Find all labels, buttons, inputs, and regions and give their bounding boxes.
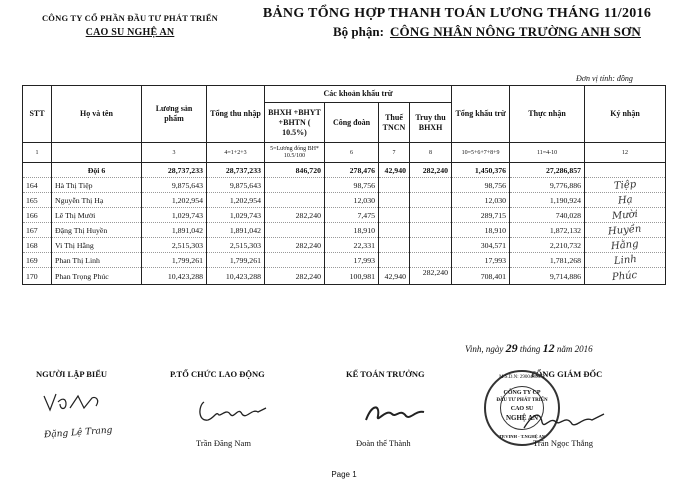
row-union: 98,756 (325, 178, 379, 193)
handwritten-signature: Phúc (612, 269, 639, 283)
row-recovery (410, 223, 452, 238)
row-net-pay: 9,714,886 (510, 268, 585, 285)
director-signature-icon (520, 406, 610, 436)
row-total-deduction: 98,756 (452, 178, 510, 193)
header-salary: Lương sản phẩm (142, 86, 207, 143)
row-name: Hà Thị Tiệp (52, 178, 142, 193)
table-row (23, 223, 666, 238)
row-income: 1,202,954 (207, 193, 265, 208)
row-union: 7,475 (325, 208, 379, 223)
row-total-deduction: 304,571 (452, 238, 510, 253)
row-recovery: 282,240 (410, 268, 452, 285)
preparer-name: Đặng Lệ Trang (43, 425, 113, 441)
header-income-tax: Thuế TNCN (379, 103, 410, 143)
row-net-pay: 2,210,732 (510, 238, 585, 253)
row-stt: 164 (23, 178, 52, 193)
date-year: năm 2016 (556, 344, 593, 354)
group-total-row (23, 163, 666, 178)
row-total-deduction: 17,993 (452, 253, 510, 268)
table-row (23, 193, 666, 208)
director-name: Trần Ngọc Thắng (533, 438, 593, 448)
row-recovery (410, 238, 452, 253)
row-tax (379, 253, 410, 268)
row-income: 1,799,261 (207, 253, 265, 268)
group-net-pay: 27,286,857 (510, 163, 585, 178)
row-net-pay: 1,190,924 (510, 193, 585, 208)
row-tax (379, 208, 410, 223)
payroll-table (22, 85, 666, 285)
row-salary: 1,202,954 (142, 193, 207, 208)
group-salary: 28,737,233 (142, 163, 207, 178)
row-tax (379, 178, 410, 193)
department-label: Bộ phận: (333, 24, 384, 39)
seal-tax-number: M.S.D.N: 2900486472 (499, 375, 545, 380)
row-tax: 42,940 (379, 268, 410, 285)
group-recovery: 282,240 (410, 163, 452, 178)
row-net-pay: 1,781,268 (510, 253, 585, 268)
hr-name: Trần Đăng Nam (196, 438, 251, 448)
header-stt: STT (23, 86, 52, 143)
row-recovery (410, 253, 452, 268)
row-recovery (410, 208, 452, 223)
row-union: 12,030 (325, 193, 379, 208)
accountant-title: KẾ TOÁN TRƯỞNG (346, 369, 425, 379)
row-bhxh (265, 193, 325, 208)
seal-line-5: TP.VINH - T.NGHỆ AN (498, 434, 546, 439)
handwritten-signature: Hạ (617, 193, 633, 207)
group-union: 278,476 (325, 163, 379, 178)
row-salary: 1,891,042 (142, 223, 207, 238)
group-total-deduction: 1,450,376 (452, 163, 510, 178)
row-tax (379, 223, 410, 238)
date-month: 12 (542, 341, 555, 355)
handwritten-signature: Hằng (610, 238, 640, 252)
row-stt: 170 (23, 268, 52, 285)
header-bhxh-recovery: Truy thu BHXH (410, 103, 452, 143)
row-salary: 10,423,288 (142, 268, 207, 285)
seal-line-3: CAO SU (510, 406, 534, 412)
row-salary: 9,875,643 (142, 178, 207, 193)
department-line (333, 24, 641, 40)
table-row (23, 253, 666, 268)
row-stt: 169 (23, 253, 52, 268)
department-value: CÔNG NHÂN NÔNG TRƯỜNG ANH SƠN (389, 24, 641, 39)
header-union-fee: Công đoàn (325, 103, 379, 143)
row-net-pay: 1,872,132 (510, 223, 585, 238)
date-month-label: tháng (519, 344, 541, 354)
row-union: 18,910 (325, 223, 379, 238)
row-income: 10,423,288 (207, 268, 265, 285)
index-cell (52, 143, 142, 163)
row-total-deduction: 708,401 (452, 268, 510, 285)
row-name: Phan Trọng Phúc (52, 268, 142, 285)
row-net-pay: 740,028 (510, 208, 585, 223)
currency-unit-note: Đơn vị tính: đồng (576, 74, 633, 83)
row-name: Đặng Thị Huyền (52, 223, 142, 238)
header-signature: Ký nhận (585, 86, 666, 143)
row-union: 22,331 (325, 238, 379, 253)
table-row (23, 178, 666, 193)
header-bhxh: BHXH +BHYT +BHTN ( 10.5%) (265, 103, 325, 143)
row-salary: 1,799,261 (142, 253, 207, 268)
date-prefix: Vinh, ngày (465, 344, 504, 354)
row-bhxh (265, 253, 325, 268)
row-stt: 167 (23, 223, 52, 238)
row-recovery (410, 178, 452, 193)
index-cell: 1 (23, 143, 52, 163)
group-income: 28,737,233 (207, 163, 265, 178)
company-name: CÔNG TY CỔ PHẦN ĐẦU TƯ PHÁT TRIỂN (41, 13, 219, 23)
index-cell: 3 (142, 143, 207, 163)
table-row (23, 268, 666, 285)
row-tax (379, 238, 410, 253)
group-tax: 42,940 (379, 163, 410, 178)
accountant-signature-icon (362, 400, 432, 426)
seal-line-4: NGHỆ AN (505, 414, 539, 422)
page-number: Page 1 (331, 470, 357, 479)
table-row (23, 208, 666, 223)
index-cell: 12 (585, 143, 666, 163)
index-cell: 6 (325, 143, 379, 163)
header-deductions-group: Các khoản khấu trừ (265, 86, 452, 103)
header-income: Tổng thu nhập (207, 86, 265, 143)
row-bhxh: 282,240 (265, 238, 325, 253)
director-title: TỔNG GIÁM ĐỐC (530, 369, 603, 379)
row-union: 17,993 (325, 253, 379, 268)
row-total-deduction: 18,910 (452, 223, 510, 238)
row-stt: 166 (23, 208, 52, 223)
row-income: 2,515,303 (207, 238, 265, 253)
seal-line-2: ĐẦU TƯ PHÁT TRIỂN (496, 398, 548, 403)
index-cell: 8 (410, 143, 452, 163)
signing-date (465, 341, 593, 356)
index-cell: 5=Lương đóng BH* 10.5/100 (265, 143, 325, 163)
row-recovery (410, 193, 452, 208)
preparer-title: NGƯỜI LẬP BIỂU (36, 369, 108, 379)
row-income: 1,891,042 (207, 223, 265, 238)
header-net-pay: Thực nhận (510, 86, 585, 143)
handwritten-signature: Mười (611, 208, 639, 222)
row-salary: 1,029,743 (142, 208, 207, 223)
preparer-signature-icon (40, 388, 110, 418)
handwritten-signature: Huyền (607, 223, 643, 237)
row-name: Lê Thị Mười (52, 208, 142, 223)
row-name: Phan Thị Linh (52, 253, 142, 268)
index-cell: 10=5+6+7+8+9 (452, 143, 510, 163)
date-day: 29 (505, 341, 518, 355)
index-cell: 11=4-10 (510, 143, 585, 163)
row-name: Vi Thị Hằng (52, 238, 142, 253)
row-total-deduction: 12,030 (452, 193, 510, 208)
row-stt: 168 (23, 238, 52, 253)
table-row (23, 238, 666, 253)
company-header (30, 13, 230, 38)
company-subname: CAO SU NGHỆ AN (85, 27, 175, 38)
handwritten-signature: Tiệp (613, 178, 637, 192)
seal-line-1: CÔNG TY CP (503, 390, 541, 396)
column-index-row (23, 143, 666, 163)
index-cell: 4=1+2+3 (207, 143, 265, 163)
index-cell: 7 (379, 143, 410, 163)
row-income: 1,029,743 (207, 208, 265, 223)
accountant-name: Đoàn thế Thành (356, 438, 411, 448)
row-bhxh (265, 178, 325, 193)
row-total-deduction: 289,715 (452, 208, 510, 223)
row-union: 100,981 (325, 268, 379, 285)
handwritten-signature: Linh (613, 253, 637, 267)
row-income: 9,875,643 (207, 178, 265, 193)
hr-signature-icon (196, 396, 276, 426)
group-name: Đội 6 (52, 163, 142, 178)
row-bhxh (265, 223, 325, 238)
row-stt: 165 (23, 193, 52, 208)
group-bhxh: 846,720 (265, 163, 325, 178)
hr-title: P.TỔ CHỨC LAO ĐỘNG (170, 369, 265, 379)
header-total-deduction: Tổng khấu trừ (452, 86, 510, 143)
document-title: BẢNG TỔNG HỢP THANH TOÁN LƯƠNG THÁNG 11/2016 (262, 6, 652, 21)
header-name: Họ và tên (52, 86, 142, 143)
row-tax (379, 193, 410, 208)
row-salary: 2,515,303 (142, 238, 207, 253)
row-bhxh: 282,240 (265, 268, 325, 285)
row-name: Nguyễn Thị Hạ (52, 193, 142, 208)
row-bhxh: 282,240 (265, 208, 325, 223)
row-net-pay: 9,776,886 (510, 178, 585, 193)
